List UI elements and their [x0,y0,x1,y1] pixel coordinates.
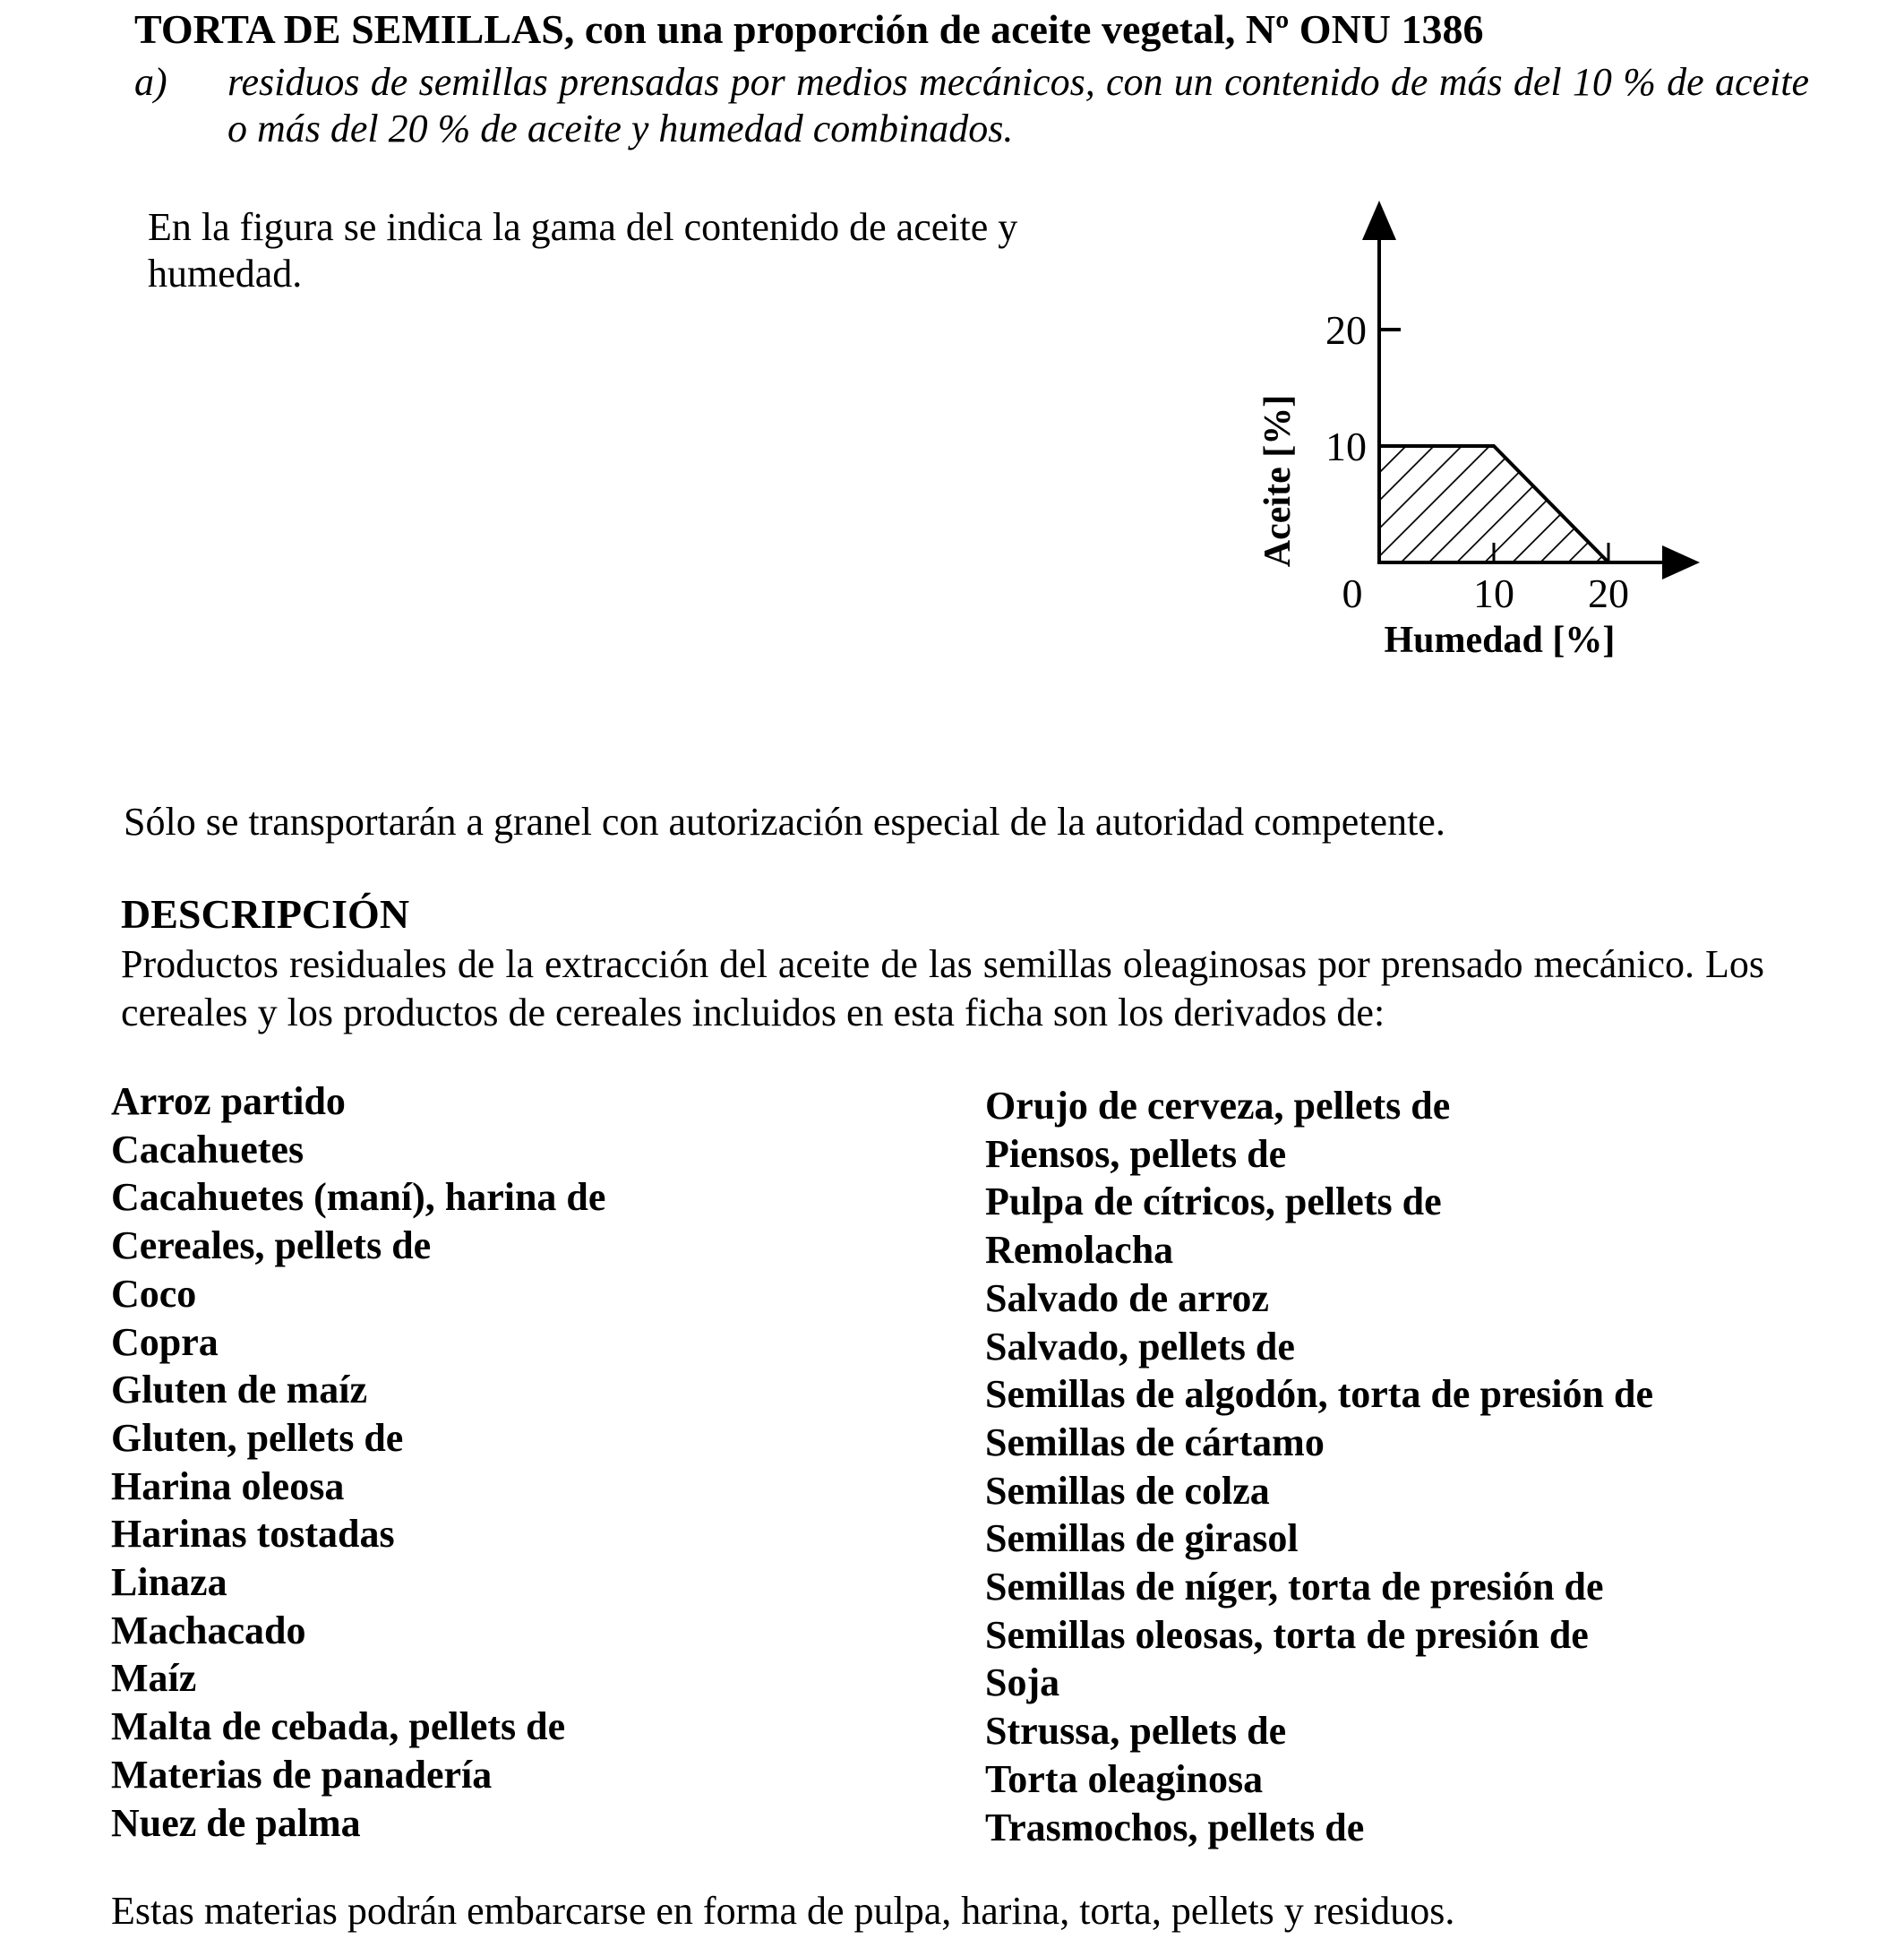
list-item: Cacahuetes [111,1127,304,1171]
list-item: Semillas oleosas, torta de presión de [985,1612,1589,1657]
list-item: Semillas de girasol [985,1516,1299,1561]
description-heading: DESCRIPCIÓN [121,891,410,937]
list-item: Arroz partido [111,1079,346,1123]
y-tick-label-20: 20 [1325,307,1367,353]
list-item: Salvado de arroz [985,1275,1269,1320]
closing-note: Estas materias podrán embarcarse en forma de pulpa, harina, torta, pellets y residuos. [111,1889,1455,1933]
x-axis-arrowhead [1662,545,1700,579]
list-item: Machacado [111,1608,306,1652]
description-text: Productos residuales de la extracción del aceite de las semillas oleaginosas por prensado mecánico. Los cereales y los productos de cereales incluidos en esta ficha son los derivados de: [121,942,1764,1034]
x-axis-label: Humedad [%] [1384,620,1616,661]
list-item: Semillas de colza [985,1468,1270,1513]
y-axis-label: Aceite [%] [1257,394,1299,568]
list-item: Strussa, pellets de [985,1709,1287,1754]
list-item: Gluten, pellets de [111,1415,404,1460]
list-item: Semillas de cártamo [985,1420,1325,1464]
list-item: Gluten de maíz [111,1368,367,1412]
list-item: Linaza [111,1560,227,1605]
list-item: Coco [111,1271,197,1316]
page-title: TORTA DE SEMILLAS, con una proporción de aceite vegetal, Nº ONU 1386 [134,6,1484,52]
origin-label: 0 [1342,571,1363,616]
list-item: Nuez de palma [111,1800,361,1845]
oil-moisture-chart [1236,197,1720,672]
list-item: Pulpa de cítricos, pellets de [985,1180,1442,1224]
list-item: Semillas de algodón, torta de presión de [985,1372,1654,1417]
list-item: Harina oleosa [111,1463,345,1508]
item-a [134,59,1809,152]
products-list-left [111,1077,605,1847]
list-item: Cacahuetes (maní), harina de [111,1175,606,1220]
list-item: Cereales, pellets de [111,1223,432,1268]
list-item: Harinas tostadas [111,1512,395,1557]
list-item: Semillas de níger, torta de presión de [985,1565,1604,1609]
list-item: Piensos, pellets de [985,1131,1287,1176]
list-item: Salvado, pellets de [985,1324,1295,1368]
y-axis-arrowhead [1362,201,1396,240]
list-item: Orujo de cerveza, pellets de [985,1084,1451,1128]
x-tick-label-20: 20 [1588,571,1629,616]
figure-intro: En la figura se indica la gama del contenido de aceite y humedad. [148,205,1018,296]
list-item: Soja [985,1660,1060,1705]
item-a-text: residuos de semillas prensadas por medios mecánicos, con un contenido de más del 10 % de aceite o más del 20 % de aceite y humedad combinados. [227,60,1809,150]
bulk-transport-note: Sólo se transportarán a granel con autorización especial de la autoridad competente. [124,800,1445,844]
list-item: Malta de cebada, pellets de [111,1704,566,1749]
list-item: Torta oleaginosa [985,1756,1264,1801]
products-list-right [985,1082,1653,1851]
list-item: Materias de panadería [111,1752,493,1797]
list-item: Maíz [111,1656,197,1701]
x-tick-label-10: 10 [1473,571,1514,616]
y-tick-label-10: 10 [1325,424,1367,469]
list-item: Trasmochos, pellets de [985,1805,1365,1849]
list-item: Copra [111,1319,219,1364]
list-item: Remolacha [985,1228,1174,1273]
item-a-marker: a) [134,60,167,104]
